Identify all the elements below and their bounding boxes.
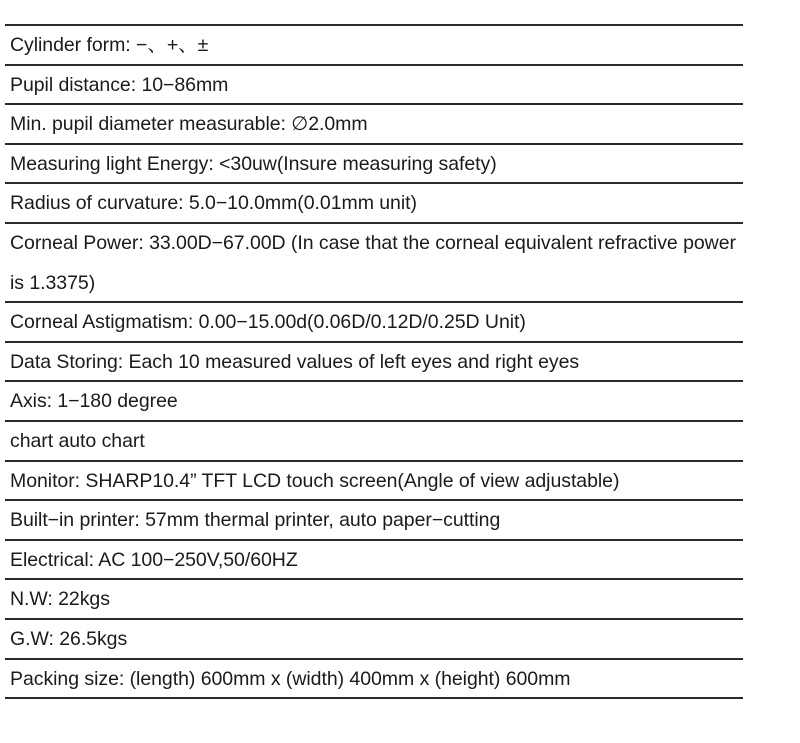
- spec-row-gross-weight: G.W: 26.5kgs: [5, 620, 743, 660]
- spec-row-built-in-printer: Built−in printer: 57mm thermal printer, auto paper−cutting: [5, 501, 743, 541]
- spec-row-chart: chart auto chart: [5, 422, 743, 462]
- spec-row-measuring-light-energy: Measuring light Energy: <30uw(Insure measuring safety): [5, 145, 743, 185]
- spec-row-pupil-distance: Pupil distance: 10−86mm: [5, 66, 743, 106]
- spec-row-data-storing: Data Storing: Each 10 measured values of left eyes and right eyes: [5, 343, 743, 383]
- spec-row-min-pupil-diameter: Min. pupil diameter measurable: ∅2.0mm: [5, 105, 743, 145]
- spec-row-axis: Axis: 1−180 degree: [5, 382, 743, 422]
- spec-row-cylinder-form: Cylinder form: −、+、±: [5, 26, 743, 66]
- spec-list: [5, 24, 743, 699]
- spec-row-corneal-astigmatism: Corneal Astigmatism: 0.00−15.00d(0.06D/0.12D/0.25D Unit): [5, 303, 743, 343]
- spec-row-corneal-power: Corneal Power: 33.00D−67.00D (In case that the corneal equivalent refractive power is 1.3375): [5, 224, 743, 303]
- spec-row-monitor: Monitor: SHARP10.4” TFT LCD touch screen(Angle of view adjustable): [5, 462, 743, 502]
- spec-row-packing-size: Packing size: (length) 600mm x (width) 400mm x (height) 600mm: [5, 660, 743, 700]
- spec-row-radius-of-curvature: Radius of curvature: 5.0−10.0mm(0.01mm unit): [5, 184, 743, 224]
- spec-row-electrical: Electrical: AC 100−250V,50/60HZ: [5, 541, 743, 581]
- spec-row-net-weight: N.W: 22kgs: [5, 580, 743, 620]
